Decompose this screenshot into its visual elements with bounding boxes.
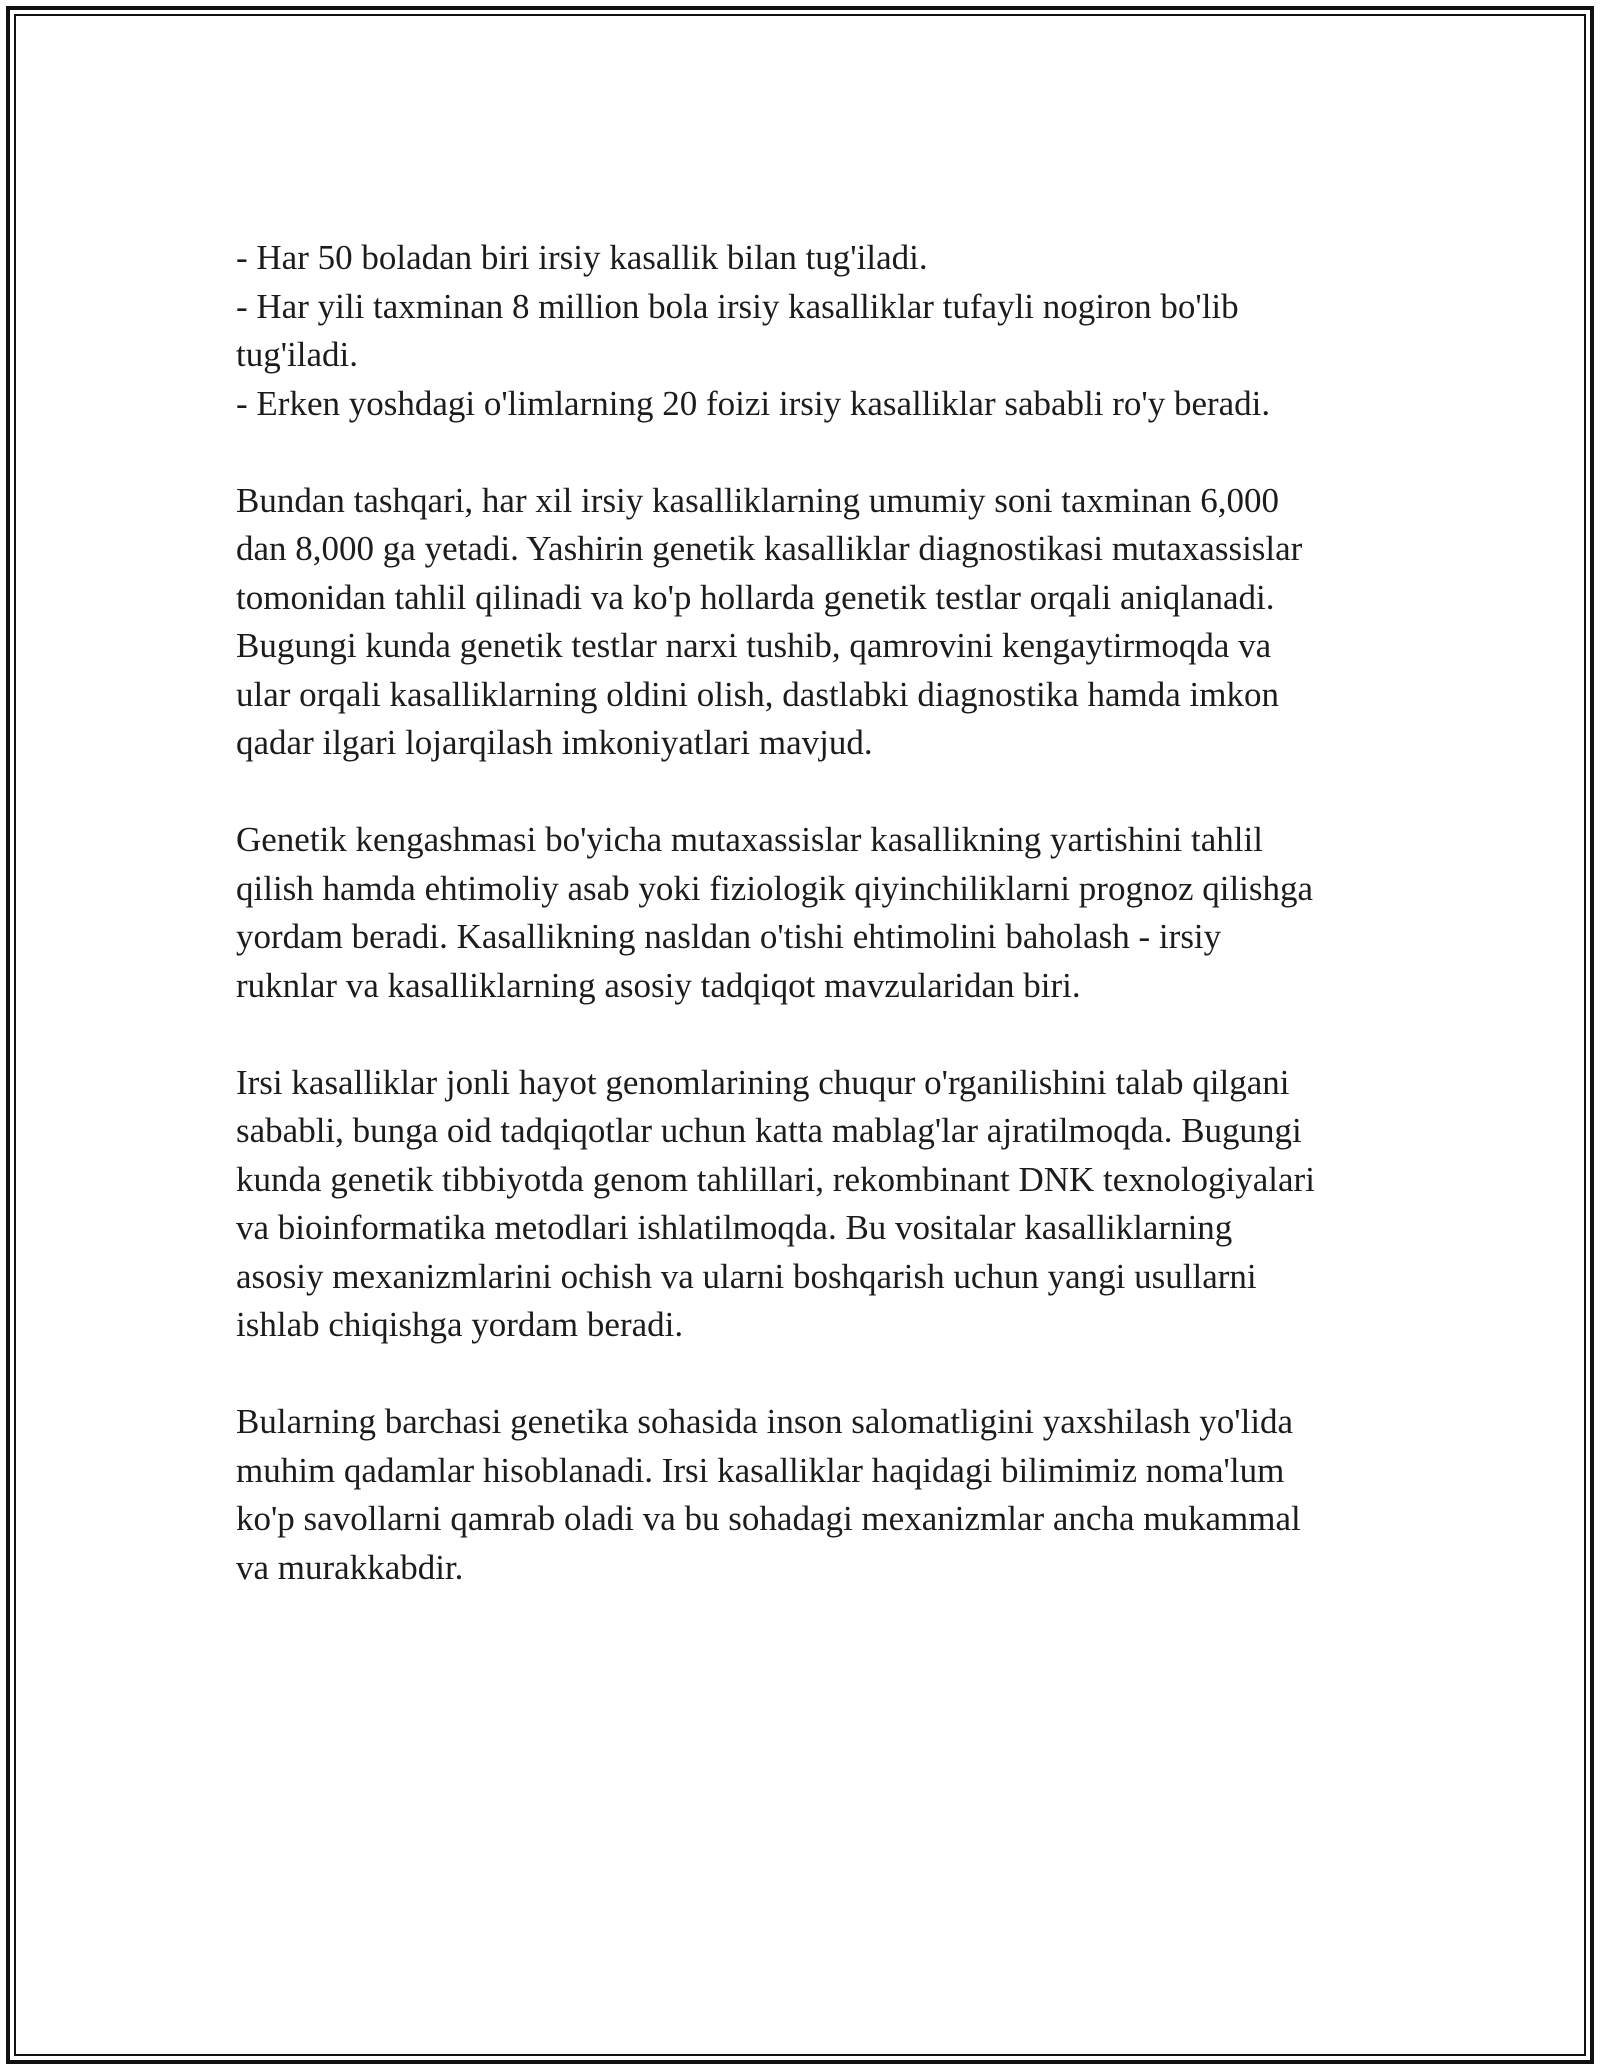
text-line: kunda genetik tibbiyotda genom tahlillari, rekombinant DNK texnologiyalari: [236, 1159, 1315, 1199]
text-line: Bundan tashqari, har xil irsiy kasalliklarning umumiy soni taxminan 6,000: [236, 480, 1280, 520]
paragraph-research-funding: [236, 1059, 1376, 1350]
text-line: Genetik kengashmasi bo'yicha mutaxassislar kasallikning yartishini tahlil: [236, 820, 1263, 859]
text-line: yordam beradi. Kasallikning nasldan o'tishi ehtimolini baholash - irsiy: [236, 917, 1222, 956]
text-line: dan 8,000 ga yetadi. Yashirin genetik kasalliklar diagnostikasi mutaxassislar: [236, 529, 1303, 568]
text-line: - Har yili taxminan 8 million bola irsiy kasalliklar tufayli nogiron bo'lib: [236, 286, 1239, 326]
text-line: ruknlar va kasalliklarning asosiy tadqiqot mavzularidan biri.: [236, 965, 1081, 1005]
text-line: Bugungi kunda genetik testlar narxi tushib, qamrovini kengaytirmoqda va: [236, 626, 1272, 665]
text-line: ular orqali kasalliklarning oldini olish, dastlabki diagnostika hamda imkon: [236, 674, 1280, 714]
text-line: ko'p savollarni qamrab oladi va bu sohadagi mexanizmlar ancha mukammal: [236, 1499, 1301, 1538]
text-line: va bioinformatika metodlari ishlatilmoqda. Bu vositalar kasalliklarning: [236, 1208, 1233, 1247]
text-line: Bularning barchasi genetika sohasida inson salomatligini yaxshilash yo'lida: [236, 1402, 1294, 1441]
paragraph-genetic-counseling: [236, 816, 1376, 1010]
text-line: - Erken yoshdagi o'limlarning 20 foizi irsiy kasalliklar sababli ro'y beradi.: [236, 383, 1271, 423]
text-line: Irsi kasalliklar jonli hayot genomlarining chuqur o'rganilishini talab qilgani: [236, 1062, 1290, 1102]
document-body: [236, 234, 1376, 1592]
paragraph-conclusion: [236, 1398, 1376, 1592]
text-line: asosiy mexanizmlarini ochish va ularni boshqarish uchun yangi usullarni: [236, 1256, 1257, 1296]
paragraph-disease-count: [236, 477, 1376, 768]
text-line: tug'iladi.: [236, 335, 358, 374]
bullet-list-statistics: [236, 234, 1376, 428]
text-line: ishlab chiqishga yordam beradi.: [236, 1305, 684, 1344]
text-line: va murakkabdir.: [236, 1547, 464, 1587]
text-line: - Har 50 boladan biri irsiy kasallik bilan tug'iladi.: [236, 238, 928, 277]
text-line: muhim qadamlar hisoblanadi. Irsi kasalliklar haqidagi bilimimiz noma'lum: [236, 1450, 1285, 1490]
text-line: qadar ilgari lojarqilash imkoniyatlari mavjud.: [236, 723, 873, 762]
text-line: qilish hamda ehtimoliy asab yoki fiziologik qiyinchiliklarni prognoz qilishga: [236, 868, 1314, 908]
text-line: sababli, bunga oid tadqiqotlar uchun katta mablag'lar ajratilmoqda. Bugungi: [236, 1111, 1302, 1150]
text-line: tomonidan tahlil qilinadi va ko'p hollarda genetik testlar orqali aniqlanadi.: [236, 577, 1275, 617]
